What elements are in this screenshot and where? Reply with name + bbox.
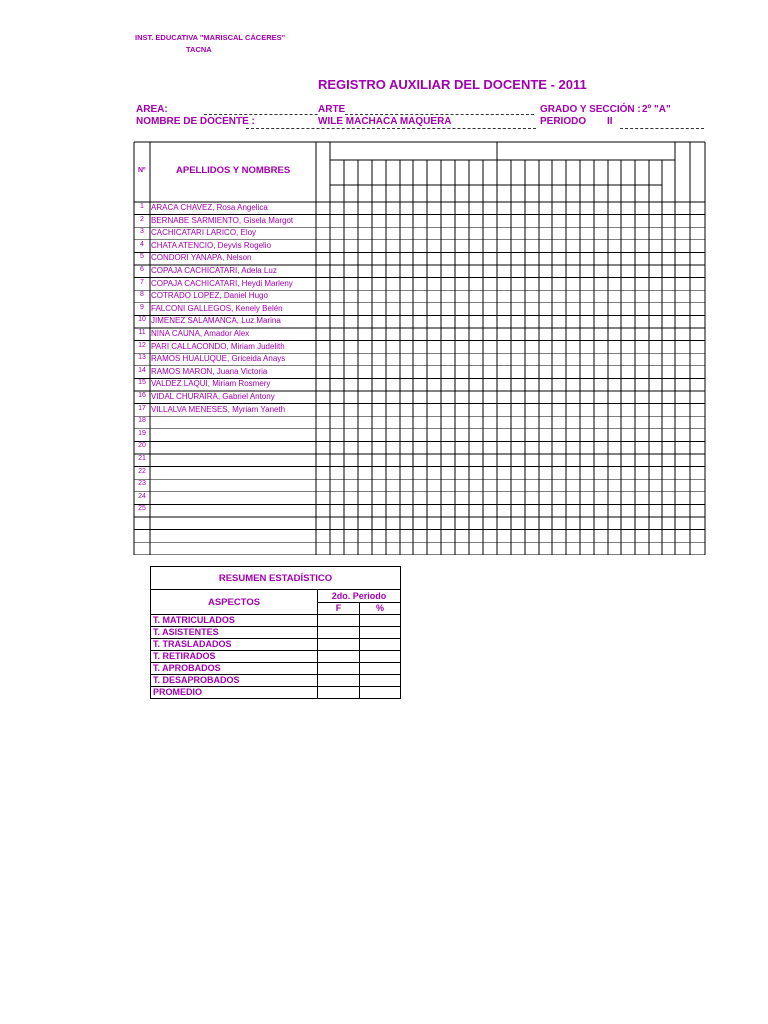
student-name: CHATA ATENCIO, Deyvis Rogelio (151, 240, 272, 250)
row-number: 16 (138, 392, 146, 399)
column-names-header: APELLIDOS Y NOMBRES (176, 165, 291, 176)
summary-f-cell[interactable] (318, 615, 360, 627)
summary-aspect: T. MATRICULADOS (151, 615, 318, 627)
row-number: 2 (140, 215, 144, 223)
area-underline (204, 114, 534, 115)
row-number: 3 (140, 228, 144, 236)
teacher-underline (246, 128, 536, 129)
row-number: 24 (138, 492, 146, 500)
row-number: 10 (138, 316, 146, 324)
summary-aspect: PROMEDIO (151, 687, 318, 699)
row-number: 4 (140, 240, 144, 248)
summary-aspects-header: ASPECTOS (151, 590, 318, 615)
summary-aspect: T. APROBADOS (151, 663, 318, 675)
summary-f-cell[interactable] (318, 627, 360, 639)
summary-f-cell[interactable] (318, 687, 360, 699)
teacher-value: WILE MACHACA MAQUERA (318, 116, 452, 127)
summary-pct-cell[interactable] (360, 615, 401, 627)
student-name: COTRADO LOPEZ, Daniel Hugo (151, 291, 268, 301)
summary-period-header: 2do. Periodo (318, 590, 401, 603)
area-value: ARTE (318, 104, 346, 115)
student-name: VIDAL CHURAIRA, Gabriel Antony (151, 392, 275, 401)
row-number: 12 (138, 341, 146, 349)
row-number: 11 (138, 329, 146, 336)
summary-row (151, 639, 401, 651)
institution-name: INST. EDUCATIVA "MARISCAL CÁCERES" (135, 33, 286, 42)
summary-row (151, 675, 401, 687)
area-label: AREA: (136, 104, 168, 115)
summary-aspect: T. DESAPROBADOS (151, 675, 318, 687)
student-name: VILLALVA MENESES, Myriam Yaneth (151, 404, 286, 414)
student-name: FALCONI GALLEGOS, Kenely Belén (151, 303, 283, 313)
summary-f-header: F (318, 603, 360, 615)
grade-label: GRADO Y SECCIÓN : (540, 104, 641, 115)
summary-pct-cell[interactable] (360, 639, 401, 651)
student-name: COPAJA CACHICATARI, Adela Luz (151, 266, 277, 275)
row-number: 13 (138, 354, 146, 362)
summary-pct-cell[interactable] (360, 687, 401, 699)
institution-city: TACNA (186, 45, 212, 54)
summary-pct-header: % (360, 603, 401, 615)
summary-row (151, 615, 401, 627)
student-name: RAMOS HUALUQUE, Griceida Anays (151, 354, 286, 364)
page-title: REGISTRO AUXILIAR DEL DOCENTE - 2011 (318, 77, 587, 92)
summary-f-cell[interactable] (318, 651, 360, 663)
student-name: CACHICATARI LARICO, Eloy (151, 228, 257, 238)
row-number: 19 (138, 429, 146, 437)
student-name: COPAJA CACHICATARI, Heydi Marleny (151, 278, 293, 288)
student-name: ARACA CHAVEZ, Rosa Angelica (151, 203, 268, 212)
student-name: JIMENEZ SALAMANCA, Luz Marina (151, 316, 281, 326)
summary-row (151, 651, 401, 663)
grade-value: 2º "A" (642, 104, 671, 115)
student-name: RAMOS MARON, Juana Victoria (151, 366, 268, 376)
period-label: PERIODO (540, 116, 587, 127)
summary-row (151, 627, 401, 639)
student-name: CONDORI YANAPA, Nelson (151, 253, 252, 263)
row-number: 8 (140, 291, 144, 299)
summary-f-cell[interactable] (318, 663, 360, 675)
period-value: II (607, 116, 613, 127)
row-number: 9 (140, 303, 144, 311)
row-number: 6 (140, 266, 144, 273)
row-number: 23 (138, 480, 146, 488)
summary-title: RESUMEN ESTADÍSTICO (151, 567, 401, 590)
row-number: 14 (138, 366, 146, 374)
student-name: BERNABE SARMIENTO, Gisela Margot (151, 215, 294, 225)
row-number: 21 (138, 455, 146, 462)
summary-pct-cell[interactable] (360, 663, 401, 675)
summary-pct-cell[interactable] (360, 627, 401, 639)
row-number: 25 (138, 505, 146, 513)
row-number: 5 (140, 253, 144, 261)
column-number-header: Nº (138, 167, 146, 174)
row-number: 20 (138, 442, 146, 450)
summary-pct-cell[interactable] (360, 651, 401, 663)
summary-aspect: T. RETIRADOS (151, 651, 318, 663)
row-number: 7 (140, 278, 144, 286)
summary-row (151, 663, 401, 675)
summary-aspect: T. ASISTENTES (151, 627, 318, 639)
summary-table (150, 566, 401, 699)
summary-aspect: T. TRASLADADOS (151, 639, 318, 651)
summary-f-cell[interactable] (318, 675, 360, 687)
student-name: VALDEZ LAQUI, Miriam Rosmery (151, 379, 271, 389)
period-underline (620, 128, 704, 129)
row-number: 15 (138, 379, 146, 387)
row-number: 18 (138, 417, 146, 425)
row-number: 22 (138, 467, 146, 475)
summary-row (151, 687, 401, 699)
summary-f-cell[interactable] (318, 639, 360, 651)
student-name: NINA CAUNA, Amador Alex (151, 329, 250, 338)
row-number: 17 (138, 404, 146, 412)
summary-pct-cell[interactable] (360, 675, 401, 687)
teacher-label: NOMBRE DE DOCENTE : (136, 116, 255, 127)
student-name: PARI CALLACONDO, Miriam Judelith (151, 341, 285, 351)
row-number: 1 (140, 203, 144, 210)
